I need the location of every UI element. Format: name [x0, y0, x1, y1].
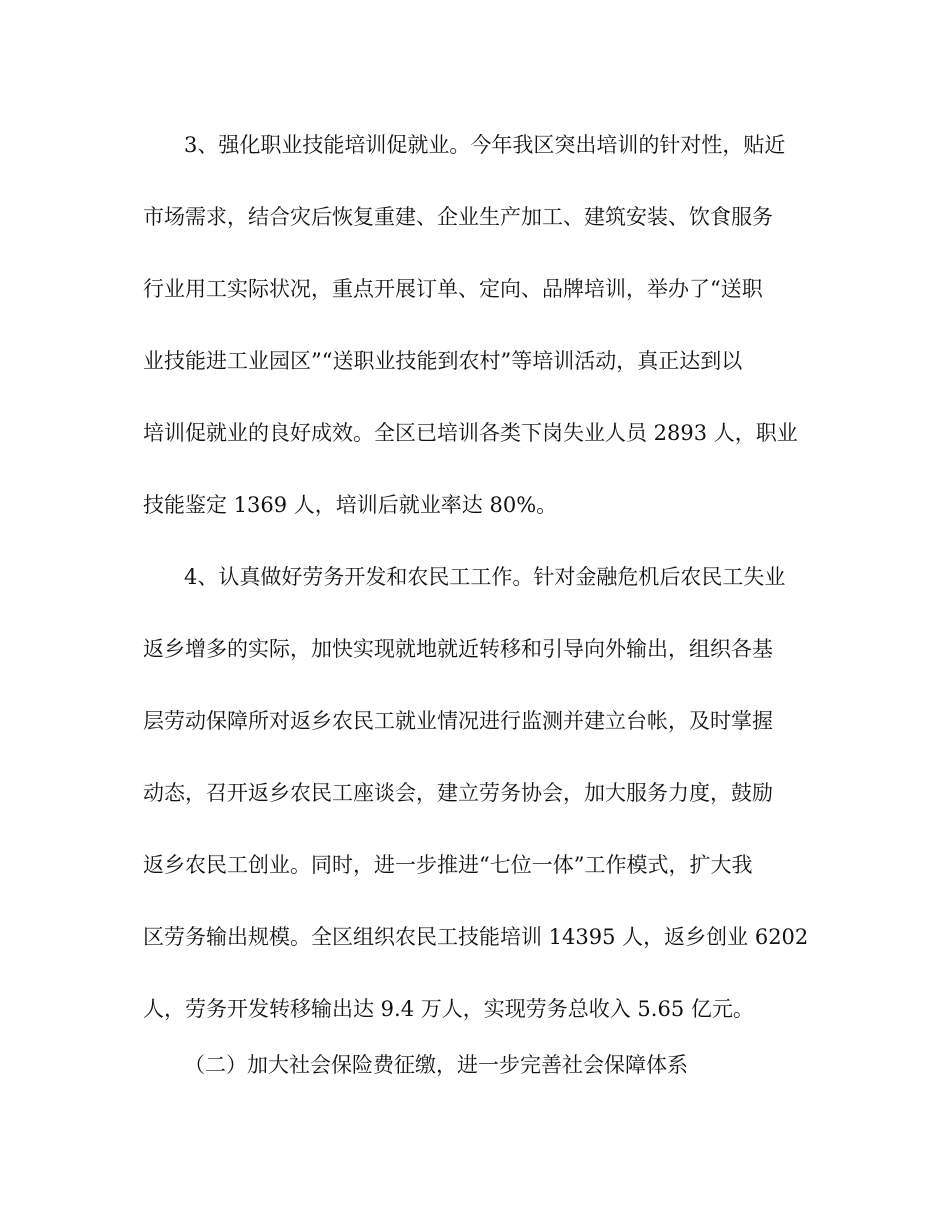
paragraph-3-line-6: 技能鉴定 1369 人，培训后就业率达 80%。: [143, 493, 558, 517]
paragraph-4-line-7: 人，劳务开发转移输出达 9.4 万人，实现劳务总收入 5.65 亿元。: [143, 997, 754, 1021]
paragraph-3-line-1: 3、强化职业技能培训促就业。今年我区突出培训的针对性，贴近: [184, 133, 786, 157]
paragraph-4-line-3: 层劳动保障所对返乡农民工就业情况进行监测并建立台帐，及时掌握: [143, 709, 773, 733]
paragraph-4-line-6: 区劳务输出规模。全区组织农民工技能培训 14395 人，返乡创业 6202: [143, 925, 808, 949]
paragraph-4-line-2: 返乡增多的实际，加快实现就地就近转移和引导向外输出，组织各基: [143, 637, 773, 661]
paragraph-3-line-2: 市场需求，结合灾后恢复重建、企业生产加工、建筑安装、饮食服务: [143, 205, 773, 229]
paragraph-4-line-4: 动态，召开返乡农民工座谈会，建立劳务协会，加大服务力度，鼓励: [143, 781, 773, 805]
section-heading: （二）加大社会保险费征缴，进一步完善社会保障体系: [184, 1053, 688, 1077]
paragraph-3-line-3: 行业用工实际状况，重点开展订单、定向、品牌培训，举办了“送职: [143, 277, 763, 301]
paragraph-4-line-5: 返乡农民工创业。同时，进一步推进“七位一体”工作模式，扩大我: [143, 853, 753, 877]
paragraph-3-line-4: 业技能进工业园区”“送职业技能到农村”等培训活动，真正达到以: [143, 349, 743, 373]
paragraph-3-line-5: 培训促就业的良好成效。全区已培训各类下岗失业人员 2893 人，职业: [143, 421, 798, 445]
paragraph-4-line-1: 4、认真做好劳务开发和农民工工作。针对金融危机后农民工失业: [184, 565, 786, 589]
